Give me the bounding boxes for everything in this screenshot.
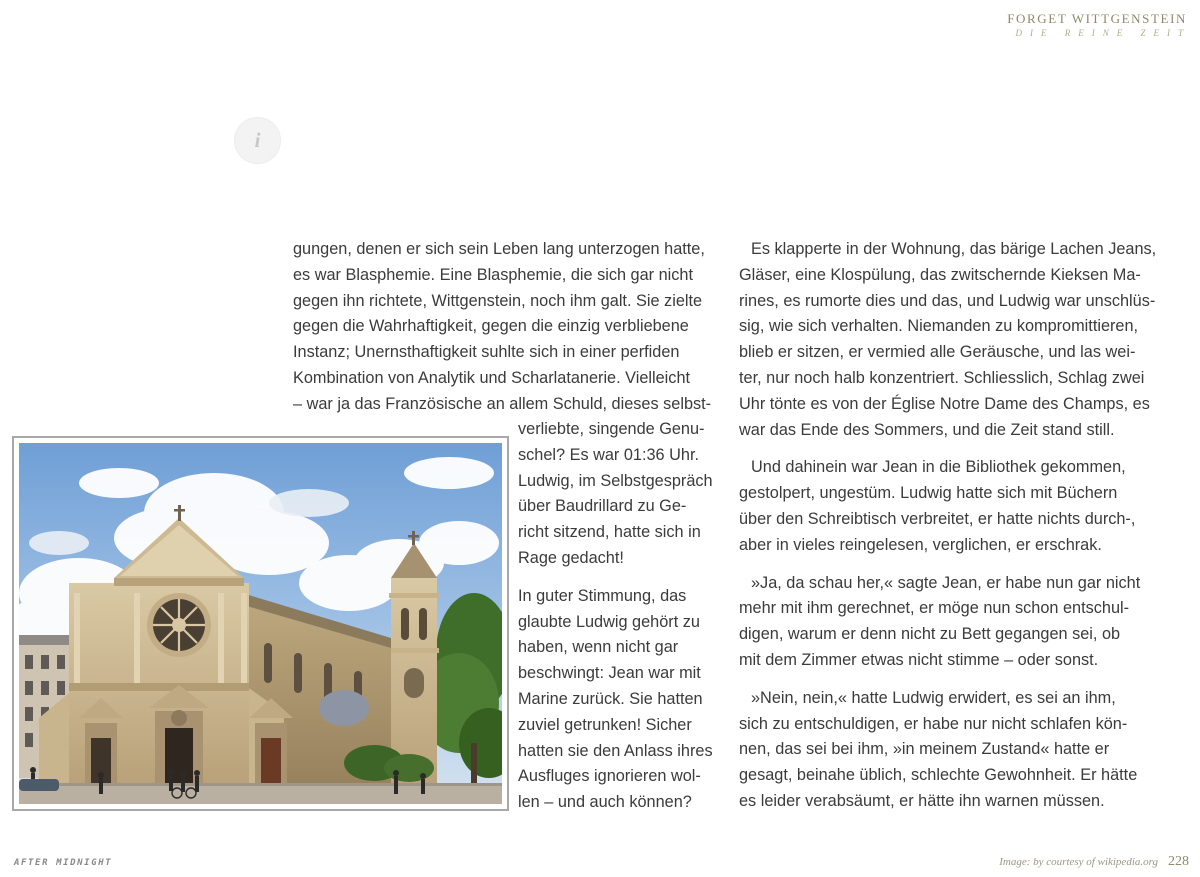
- footer-right: [999, 854, 1189, 870]
- text-line: blieb er sitzen, er vermied alle Geräusche, und las wei-: [739, 343, 1136, 362]
- text-line: digen, warum er denn nicht zu Bett gegangen sei, ob: [739, 625, 1121, 644]
- text-line: Marine zurück. Sie hatten: [518, 689, 703, 708]
- info-icon: i: [254, 128, 261, 152]
- text-line: »Ja, da schau her,« sagte Jean, er habe nun gar nicht: [751, 573, 1141, 592]
- text-line: glaubte Ludwig gehört zu: [518, 612, 700, 631]
- running-head: [1007, 11, 1191, 39]
- text-line: zuviel getrunken! Sicher: [518, 715, 692, 734]
- paragraph: [518, 584, 728, 816]
- text-line: Instanz; Unernsthaftigkeit suhlte sich in einer perfiden: [293, 343, 680, 362]
- paragraph: [518, 417, 728, 572]
- text-line: »Nein, nein,« hatte Ludwig erwidert, es sei an ihm,: [751, 688, 1116, 707]
- text-line: Gläser, eine Klospülung, das zwitschernde Kieksen Ma-: [739, 265, 1141, 284]
- chapter-subtitle: DIE REINE ZEIT: [1015, 28, 1191, 38]
- text-line: gesagt, beinahe üblich, schlechte Gewohnheit. Er hätte: [739, 766, 1138, 785]
- text-line: es war Blasphemie. Eine Blasphemie, die sich gar nicht: [293, 265, 693, 284]
- text-line: beschwingt: Jean war mit: [518, 664, 701, 683]
- text-line: rines, es rumorte dies und das, und Ludwig war unschlüs-: [739, 291, 1156, 310]
- church-photo: [19, 443, 502, 804]
- text-line: Rage gedacht!: [518, 548, 624, 567]
- text-line: Es klapperte in der Wohnung, das bärige Lachen Jeans,: [751, 240, 1157, 258]
- paragraph: [739, 686, 1179, 815]
- text-line: sich zu entschuldigen, er habe nur nicht schlafen kön-: [739, 714, 1128, 733]
- info-button[interactable]: [234, 117, 281, 164]
- text-line: Kombination von Analytik und Scharlatanerie. Vielleicht: [293, 368, 691, 387]
- text-line: gungen, denen er sich sein Leben lang unterzogen hatte,: [293, 240, 705, 258]
- paragraph: [739, 455, 1179, 558]
- text-line: schel? Es war 01:36 Uhr.: [518, 445, 699, 464]
- text-line: es leider verabsäumt, er hätte ihn warnen müssen.: [739, 791, 1105, 810]
- text-line: hatten sie den Anlass ihres: [518, 741, 713, 760]
- text-line: Uhr tönte es von der Église Notre Dame des Champs, es: [739, 394, 1150, 413]
- publication-name: AFTER MIDNIGHT: [14, 858, 113, 868]
- text-line: sig, wie sich verhalten. Niemanden zu kompromittieren,: [739, 317, 1139, 336]
- church-photo-figure[interactable]: [12, 436, 509, 811]
- text-line: mehr mit ihm gerechnet, er möge nun schon entschul-: [739, 599, 1130, 618]
- text-line: nen, das sei bei ihm, »in meinem Zustand« hatte er: [739, 740, 1110, 759]
- text-line: Und dahinein war Jean in die Bibliothek gekommen,: [751, 458, 1126, 477]
- text-line: gestolpert, ungestüm. Ludwig hatte sich mit Büchern: [739, 484, 1118, 503]
- column-2-text: [739, 237, 1179, 815]
- text-line: – war ja das Französische an allem Schuld, dieses selbst-: [293, 394, 712, 413]
- text-line: len – und auch können?: [518, 793, 692, 812]
- paragraph: [739, 571, 1179, 674]
- text-line: über den Schreibtisch verbreitet, er hatte nichts durch-,: [739, 509, 1136, 528]
- column-1-top-text: [293, 237, 723, 418]
- text-line: über Baudrillard zu Ge-: [518, 497, 687, 516]
- text-line: ter, nur noch halb konzentriert. Schliesslich, Schlag zwei: [739, 368, 1145, 387]
- book-title: FORGET WITTGENSTEIN: [1007, 11, 1187, 26]
- text-line: mit dem Zimmer etwas nicht stimme – oder sonst.: [739, 650, 1099, 669]
- text-line: In guter Stimmung, das: [518, 586, 687, 605]
- page-number: 228: [1168, 854, 1189, 869]
- text-line: gegen die Wahrhaftigkeit, gegen die einzig verbliebene: [293, 317, 689, 336]
- text-line: Ludwig, im Selbstgespräch: [518, 471, 713, 490]
- text-line: gegen ihn richtete, Wittgenstein, noch ihm galt. Sie zielte: [293, 291, 703, 310]
- column-1-side-text: [518, 417, 728, 816]
- text-line: verliebte, singende Genu-: [518, 420, 705, 438]
- text-line: war das Ende des Sommers, und die Zeit stand still.: [739, 420, 1115, 439]
- text-line: haben, wenn nicht gar: [518, 638, 679, 657]
- image-credit[interactable]: Image: by courtesy of wikipedia.org: [999, 856, 1158, 868]
- text-line: aber in vieles reingelesen, verglichen, er erschrak.: [739, 535, 1102, 554]
- paragraph: [293, 237, 723, 418]
- paragraph: [739, 237, 1179, 443]
- text-line: Ausfluges ignorieren wol-: [518, 767, 701, 786]
- text-line: richt sitzend, hatte sich in: [518, 523, 701, 542]
